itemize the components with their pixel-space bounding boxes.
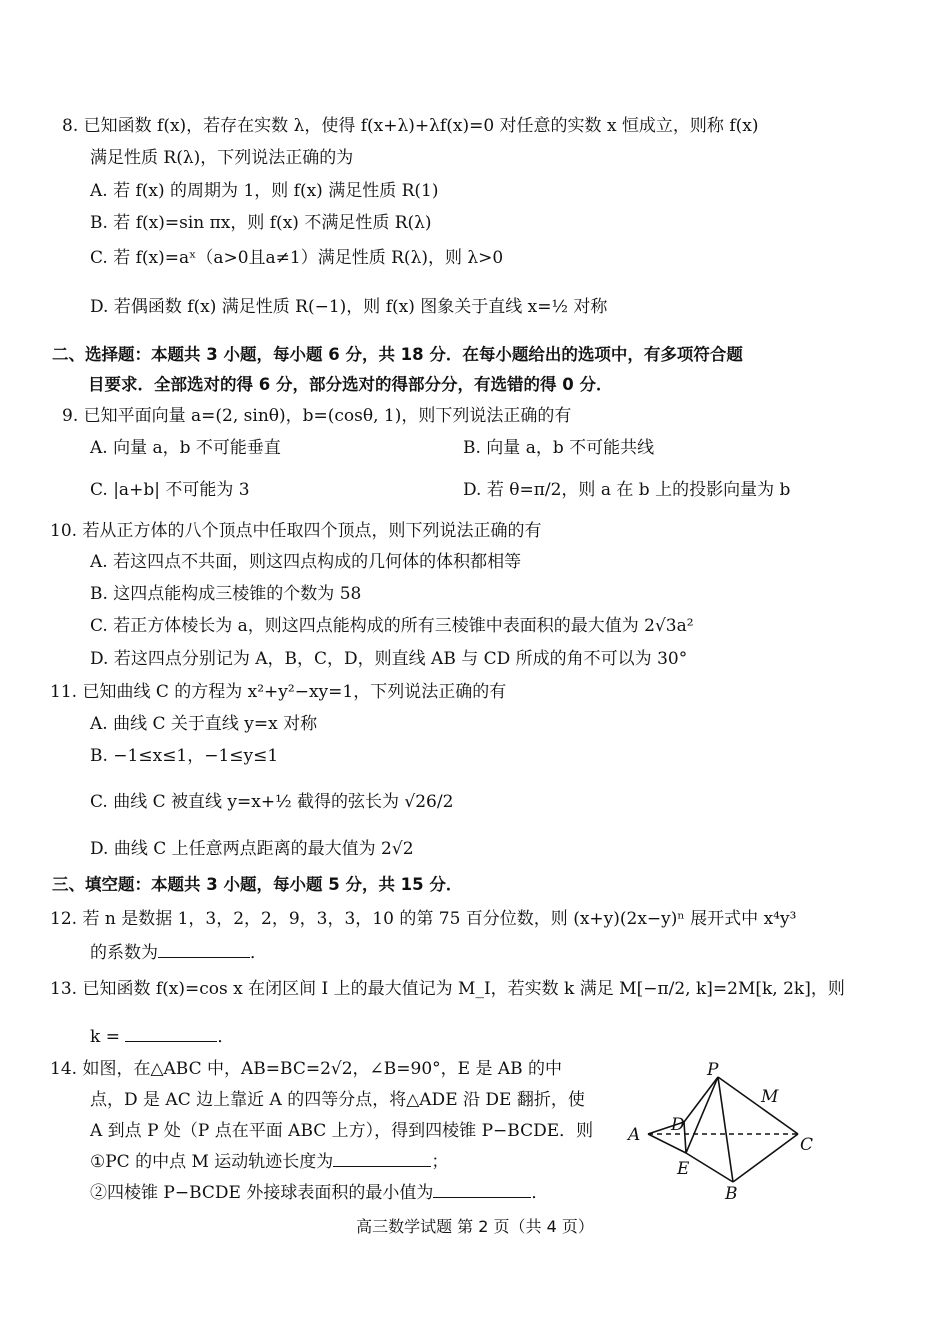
q11-option-b: B. −1≤x≤1，−1≤y≤1 <box>90 746 279 766</box>
q9-option-a: A. 向量 a，b 不可能垂直 <box>90 438 281 458</box>
q10-option-a: A. 若这四点不共面，则这四点构成的几何体的体积都相等 <box>90 552 522 572</box>
q12-line1: 12. 若 n 是数据 1，3，2，2，9，3，3，10 的第 75 百分位数，则 (x+y)(2x−y)ⁿ 展开式中 x⁴y³ <box>50 909 797 929</box>
q10-stem: 10. 若从正方体的八个顶点中任取四个顶点，则下列说法正确的有 <box>50 521 542 541</box>
q12-answer-label: 的系数为 <box>90 943 158 963</box>
q14-line3: A 到点 P 处（P 点在平面 ABC 上方），得到四棱锥 P−BCDE．则 <box>90 1121 594 1141</box>
q8-stem-line1: 8. 已知函数 f(x)，若存在实数 λ，使得 f(x+λ)+λf(x)=0 对任意的实数 x 恒成立，则称 f(x) <box>62 116 759 136</box>
q11-option-d: D. 曲线 C 上任意两点距离的最大值为 2√2 <box>90 839 414 859</box>
q8-option-b: B. 若 f(x)=sin πx，则 f(x) 不满足性质 R(λ) <box>90 213 432 233</box>
q8-option-c: C. 若 f(x)=aˣ（a>0且a≠1）满足性质 R(λ)，则 λ>0 <box>90 248 504 268</box>
fig-edge-eb <box>686 1153 733 1182</box>
q14-part1-label: ①PC 的中点 M 运动轨迹长度为 <box>90 1152 334 1172</box>
q13-answer-blank[interactable] <box>125 1027 217 1042</box>
q9-stem: 9. 已知平面向量 a=(2, sinθ)，b=(cosθ, 1)，则下列说法正确的有 <box>62 406 572 426</box>
fig-label-e: E <box>677 1159 690 1179</box>
q14-part2-label: ②四棱锥 P−BCDE 外接球表面积的最小值为 <box>90 1183 434 1203</box>
q11-option-c: C. 曲线 C 被直线 y=x+½ 截得的弦长为 √26/2 <box>90 792 454 812</box>
q11-option-a: A. 曲线 C 关于直线 y=x 对称 <box>90 714 318 734</box>
q11-stem: 11. 已知曲线 C 的方程为 x²+y²−xy=1，下列说法正确的有 <box>50 682 507 702</box>
fig-edge-pc <box>718 1077 798 1134</box>
q12-line2 <box>90 942 267 964</box>
q10-option-c: C. 若正方体棱长为 a，则这四点能构成的所有三棱锥中表面积的最大值为 2√3a² <box>90 616 694 636</box>
q13-line2 <box>90 1026 234 1048</box>
q12-period: ． <box>250 943 267 963</box>
q14-semicolon: ； <box>431 1152 449 1172</box>
q9-option-d: D. 若 θ=π/2，则 a 在 b 上的投影向量为 b <box>463 480 791 500</box>
q14-line2: 点，D 是 AC 边上靠近 A 的四等分点，将△ADE 沿 DE 翻折，使 <box>90 1090 585 1110</box>
q12-answer-blank[interactable] <box>158 943 250 958</box>
q8-stem-line2: 满足性质 R(λ)，下列说法正确的为 <box>90 148 354 168</box>
q13-answer-label: k = <box>90 1027 120 1047</box>
q10-option-b: B. 这四点能构成三棱锥的个数为 58 <box>90 584 362 604</box>
q13-period: ． <box>217 1027 235 1047</box>
fig-label-b: B <box>725 1184 738 1204</box>
fig-label-a: A <box>628 1125 641 1145</box>
fig-edge-pe <box>686 1077 718 1153</box>
fig-label-c: C <box>800 1135 814 1155</box>
pyramid-figure <box>622 1058 822 1208</box>
section2-heading-line1: 二、选择题：本题共 3 小题，每小题 6 分，共 18 分．在每小题给出的选项中，有多项符合题 <box>52 345 743 364</box>
section2-heading-line2: 目要求．全部选对的得 6 分，部分选对的得部分分，有选错的得 0 分． <box>88 375 613 394</box>
q14-line4 <box>90 1151 448 1173</box>
fig-label-d: D <box>671 1115 685 1135</box>
q14-line5 <box>90 1182 548 1204</box>
q14-period: ． <box>531 1183 549 1203</box>
fig-edge-pb <box>718 1077 733 1182</box>
q8-option-a: A. 若 f(x) 的周期为 1，则 f(x) 满足性质 R(1) <box>90 181 439 201</box>
page-footer: 高三数学试题 第 2 页（共 4 页） <box>356 1217 594 1236</box>
q14-part1-blank[interactable] <box>333 1152 431 1167</box>
q14-line1: 14. 如图，在△ABC 中，AB=BC=2√2，∠B=90°，E 是 AB 的中 <box>50 1059 563 1079</box>
fig-label-p: P <box>707 1060 719 1080</box>
q13-line1: 13. 已知函数 f(x)=cos x 在闭区间 I 上的最大值记为 M_I，若实数 k 满足 M[−π/2, k]=2M[k, 2k]，则 <box>50 979 845 999</box>
q9-option-b: B. 向量 a，b 不可能共线 <box>463 438 655 458</box>
q8-option-d: D. 若偶函数 f(x) 满足性质 R(−1)，则 f(x) 图象关于直线 x=½ 对称 <box>90 297 608 317</box>
section3-heading: 三、填空题：本题共 3 小题，每小题 5 分，共 15 分． <box>52 875 463 894</box>
q10-option-d: D. 若这四点分别记为 A，B，C，D，则直线 AB 与 CD 所成的角不可以为 30° <box>90 649 688 669</box>
q14-part2-blank[interactable] <box>433 1183 531 1198</box>
q9-option-c: C. |a+b| 不可能为 3 <box>90 480 250 500</box>
fig-label-m: M <box>761 1087 779 1107</box>
fig-edge-pd <box>684 1077 718 1122</box>
fig-edge-ae <box>648 1134 686 1153</box>
fig-edge-bc <box>733 1134 798 1182</box>
